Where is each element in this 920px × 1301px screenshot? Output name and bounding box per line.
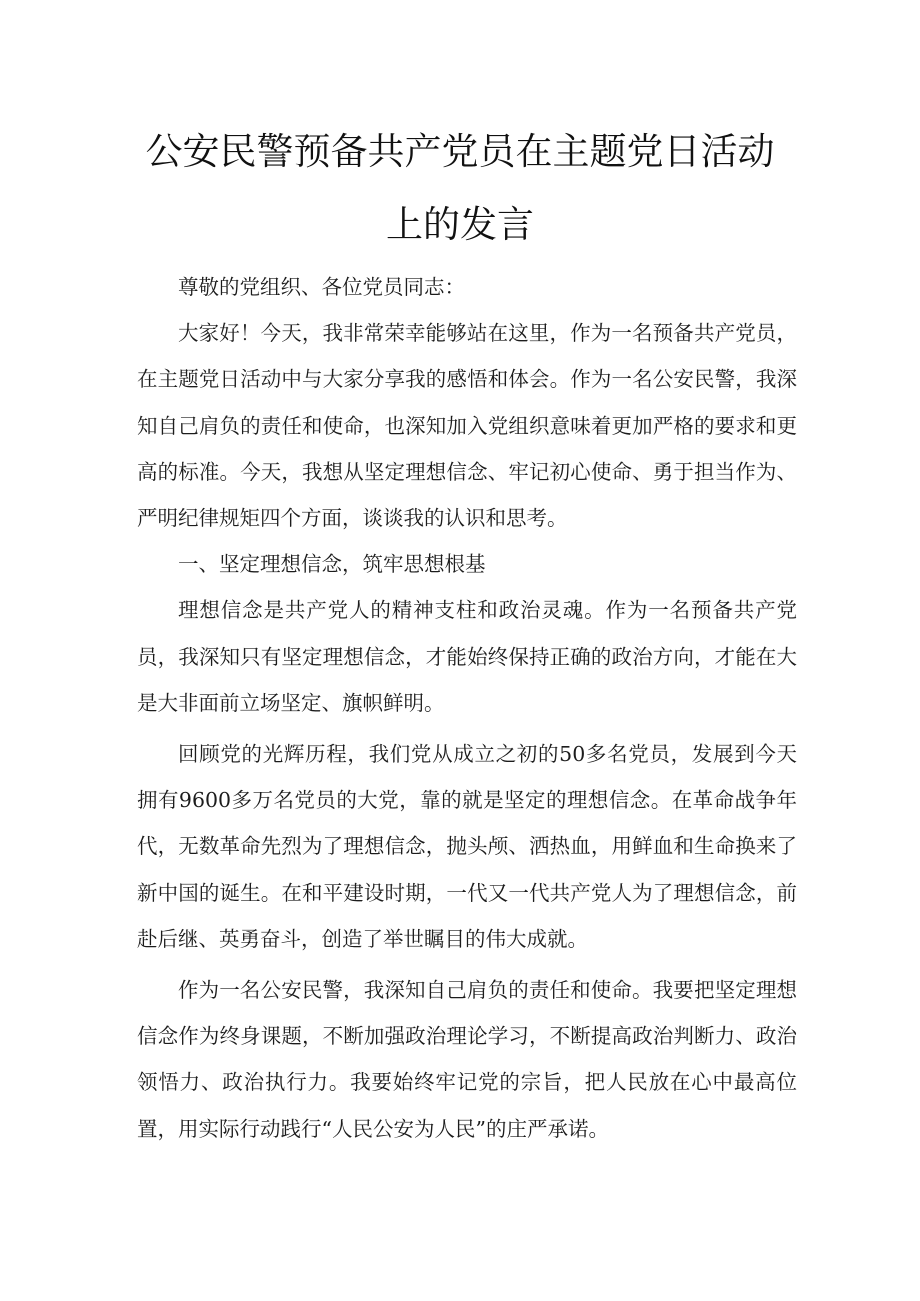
document-body	[137, 264, 797, 1152]
document-title-line-2: 上的发言	[386, 203, 534, 246]
salutation: 尊敬的党组织、各位党员同志：	[178, 275, 465, 299]
paragraph-greeting: 大家好！今天，我非常荣幸能够站在这里，作为一名预备共产党员，在主题党日活动中与大家分享我的感悟和体会。作为一名公安民警，我深知自己肩负的责任和使命，也深知加入党组织意味着更加严格的要求和更高的标准。今天，我想从坚定理想信念、牢记初心使命、勇于担当作为、严明纪律规矩四个方面，谈谈我的认识和思考。	[137, 321, 797, 531]
paragraph-ideals: 理想信念是共产党人的精神支柱和政治灵魂。作为一名预备共产党员，我深知只有坚定理想信念，才能始终保持正确的政治方向，才能在大是大非面前立场坚定、旗帜鲜明。	[137, 598, 797, 715]
document-title-line-1: 公安民警预备共产党员在主题党日活动	[145, 130, 775, 173]
paragraph-commitment: 作为一名公安民警，我深知自己肩负的责任和使命。我要把坚定理想信念作为终身课题，不断加强政治理论学习，不断提高政治判断力、政治领悟力、政治执行力。我要始终牢记党的宗旨，把人民放在心中最高位置，用实际行动践行“人民公安为人民”的庄严承诺。	[137, 978, 797, 1141]
section-heading-1: 一、坚定理想信念，筑牢思想根基	[178, 552, 486, 577]
paragraph-history: 回顾党的光辉历程，我们党从成立之初的50多名党员，发展到今天拥有9600多万名党员的大党，靠的就是坚定的理想信念。在革命战争年代，无数革命先烈为了理想信念，抛头颅、洒热血，用鲜血和生命换来了新中国的诞生。在和平建设时期，一代又一代共产党人为了理想信念，前赴后继、英勇奋斗，创造了举世瞩目的伟大成就。	[137, 742, 797, 951]
